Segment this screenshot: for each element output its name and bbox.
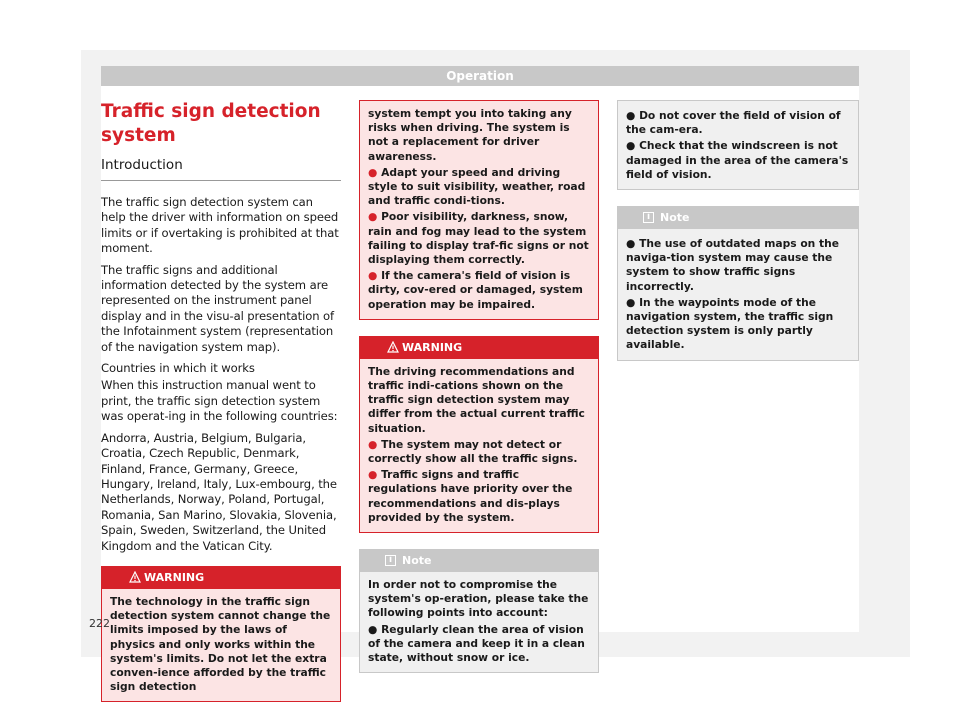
page-number: 222 [89, 617, 110, 630]
note-label: Note [402, 554, 432, 568]
warning-header [102, 567, 340, 589]
section-subtitle: Introduction [101, 156, 341, 181]
warning-text: system tempt you into taking any risks when driving. The system is not a replacement for driver awareness. [368, 107, 572, 163]
bullet-item: ● Do not cover the field of vision of the cam-era. [626, 109, 841, 137]
bullet-item: ● Check that the windscreen is not damaged in the area of the camera's field of vision. [626, 139, 849, 181]
note-continued-box [617, 100, 859, 190]
note-continued-body [618, 101, 858, 189]
column-1 [101, 100, 341, 702]
note-body [360, 572, 598, 672]
warning-continued-body [360, 101, 598, 319]
bullet-item: ● Adapt your speed and driving style to suit visibility, weather, road and traffic condi-tions. [368, 165, 586, 208]
bullet-item: ● The system may not detect or correctly show all the traffic signs. [368, 437, 578, 466]
note-icon: i [643, 212, 654, 223]
warning-label: WARNING [144, 570, 205, 584]
note-text: In order not to compromise the system's op-eration, please take the following points into account: [368, 578, 589, 620]
warning-continued-box [359, 100, 599, 320]
paragraph-heading: Countries in which it works [101, 361, 255, 376]
warning-header [360, 337, 598, 359]
paragraph: When this instruction manual went to print, the traffic sign detection system was operat-ing in the following countries: [101, 378, 338, 424]
warning-triangle-icon [387, 341, 399, 353]
page-title: Traffic sign detection system [101, 101, 321, 146]
paragraph: The traffic signs and additional information detected by the system are represented on the instrument panel display and in the visu-al presentation of the Infotainment system (representation of the navigation system map). [101, 262, 335, 354]
bullet-item: ● Regularly clean the area of vision of the camera and keep it in a clean state, without snow or ice. [368, 622, 585, 665]
warning-body [102, 589, 340, 701]
note-box [359, 549, 599, 673]
warning-text: The technology in the traffic sign detection system cannot change the limits imposed by the laws of physics and only works within the system's limits. Do not let the extra conven-ience afforded by the traffic sign detection [110, 594, 331, 694]
manual-page [101, 66, 859, 694]
bullet-item: ● In the waypoints mode of the navigation system, the traffic sign detection system is only partly available. [626, 295, 834, 352]
note-label: Note [660, 211, 690, 225]
paragraph: The traffic sign detection system can help the driver with information on speed limits or if overtaking is prohibited at that moment. [101, 195, 339, 256]
paragraph: Andorra, Austria, Belgium, Bulgaria, Croatia, Czech Republic, Denmark, Finland, France, Germany, Greece, Hungary, Ireland, Italy, Lux-embourg, the Netherlands, Norway, Poland, Portugal, Romania, San Marino, Slovakia, Slovenia, Spain, Sweden, Switzerland, the United Kingdom and the Vatican City. [101, 430, 337, 553]
bullet-item: ● Poor visibility, darkness, snow, rain and fog may lead to the system failing to display traf-fic signs or not displaying them correctly. [368, 210, 589, 267]
column-2 [359, 100, 599, 673]
note-box [617, 206, 859, 361]
warning-box [101, 566, 341, 702]
bullet-item: ● If the camera's field of vision is dirty, cov-ered or damaged, system operation may be impaired. [368, 269, 583, 311]
section-header: Operation [101, 66, 859, 86]
note-header [618, 207, 858, 229]
warning-box [359, 336, 599, 533]
warning-triangle-icon [129, 571, 141, 583]
warning-text: The driving recommendations and traffic indi-cations shown on the traffic sign detection system may differ from the actual current traffic situation. [368, 364, 585, 435]
warning-label: WARNING [402, 340, 463, 354]
warning-body [360, 359, 598, 532]
column-3 [617, 100, 859, 361]
note-header [360, 550, 598, 572]
note-body [618, 229, 858, 360]
note-icon: i [385, 555, 396, 566]
bullet-item: ● Traffic signs and traffic regulations have priority over the recommendations and dis-plays provided by the system. [368, 468, 573, 524]
bullet-item: ● The use of outdated maps on the naviga-tion system may cause the system to show traffic signs incorrectly. [626, 237, 839, 293]
